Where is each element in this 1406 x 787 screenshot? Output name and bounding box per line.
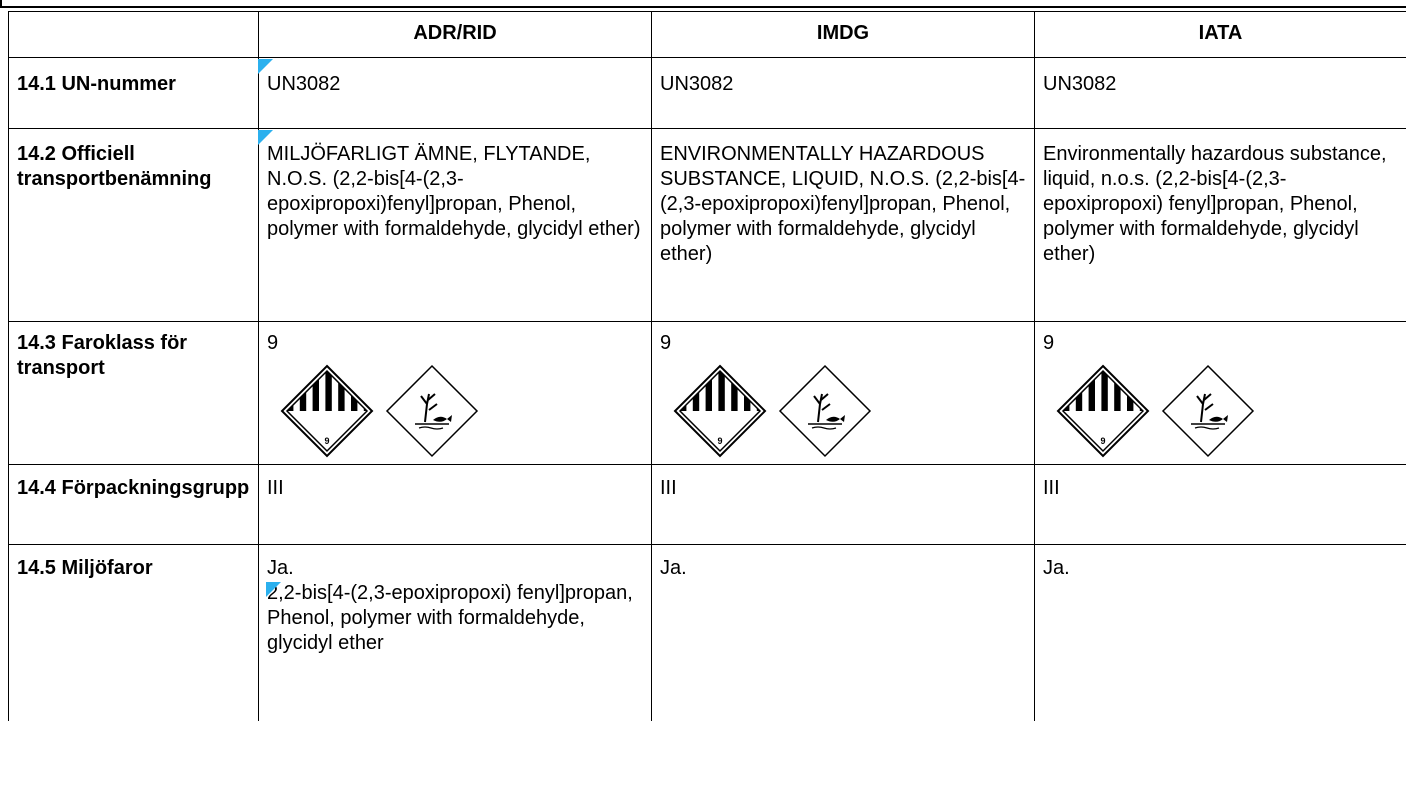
env-hazard-answer: Ja.	[267, 557, 294, 579]
cell-adr: UN3082	[259, 58, 652, 129]
header-imdg: IMDG	[652, 12, 1035, 58]
cell-iata: III	[1035, 465, 1406, 545]
table-row	[9, 465, 1406, 545]
class-9-miscellaneous-icon	[277, 364, 377, 458]
cell-adr	[259, 545, 652, 721]
header-adr-rid: ADR/RID	[259, 12, 652, 58]
header-iata: IATA	[1035, 12, 1406, 58]
row-label: 14.3 Faroklass för transport	[9, 322, 259, 465]
table-header-row	[9, 12, 1406, 58]
transport-info-table	[8, 11, 1406, 721]
hazard-class-value: 9	[660, 332, 672, 354]
pictogram-group	[267, 364, 643, 458]
cell-iata	[1035, 322, 1406, 465]
cell-iata: UN3082	[1035, 58, 1406, 129]
cell-imdg: UN3082	[652, 58, 1035, 129]
cell-imdg	[652, 322, 1035, 465]
hazard-class-value: 9	[1043, 332, 1055, 354]
class-number-label: 9	[1100, 436, 1106, 446]
class-9-miscellaneous-icon	[670, 364, 770, 458]
cell-iata: Ja.	[1035, 545, 1406, 721]
class-9-miscellaneous-icon	[1053, 364, 1153, 458]
top-border-line	[0, 0, 1406, 8]
row-label: 14.2 Officiell transportbenämning	[9, 129, 259, 322]
environmental-hazard-icon	[385, 364, 479, 458]
row-label: 14.1 UN-nummer	[9, 58, 259, 129]
table-row	[9, 129, 1406, 322]
pictogram-group	[660, 364, 1026, 458]
pictogram-group	[1043, 364, 1398, 458]
env-hazard-substances: 2,2-bis[4-(2,3-epoxipropoxi) fenyl]propan, Phenol, polymer with formaldehyde, glycidyl ether	[267, 581, 643, 656]
class-number-label: 9	[324, 436, 330, 446]
cell-adr	[259, 322, 652, 465]
environmental-hazard-icon	[1161, 364, 1255, 458]
table-row	[9, 58, 1406, 129]
cell-adr: III	[259, 465, 652, 545]
cell-adr: MILJÖFARLIGT ÄMNE, FLYTANDE, N.O.S. (2,2-bis[4-(2,3-epoxipropoxi)fenyl]propan, Phenol, polymer with formaldehyde, glycidyl ether)	[259, 129, 652, 322]
cell-imdg: ENVIRONMENTALLY HAZARDOUS SUBSTANCE, LIQUID, N.O.S. (2,2-bis[4-(2,3-epoxipropoxi)fenyl]propan, Phenol, polymer with formaldehyde, glycidyl ether)	[652, 129, 1035, 322]
cell-imdg: III	[652, 465, 1035, 545]
row-label: 14.5 Miljöfaror	[9, 545, 259, 721]
environmental-hazard-icon	[778, 364, 872, 458]
cell-iata: Environmentally hazardous substance, liquid, n.o.s. (2,2-bis[4-(2,3-epoxipropoxi) fenyl]propan, Phenol, polymer with formaldehyde, glycidyl ether)	[1035, 129, 1406, 322]
header-empty	[9, 12, 259, 58]
row-label: 14.4 Förpackningsgrupp	[9, 465, 259, 545]
table-row	[9, 545, 1406, 721]
class-number-label: 9	[717, 436, 723, 446]
hazard-class-value: 9	[267, 332, 279, 354]
cell-imdg: Ja.	[652, 545, 1035, 721]
table-row	[9, 322, 1406, 465]
